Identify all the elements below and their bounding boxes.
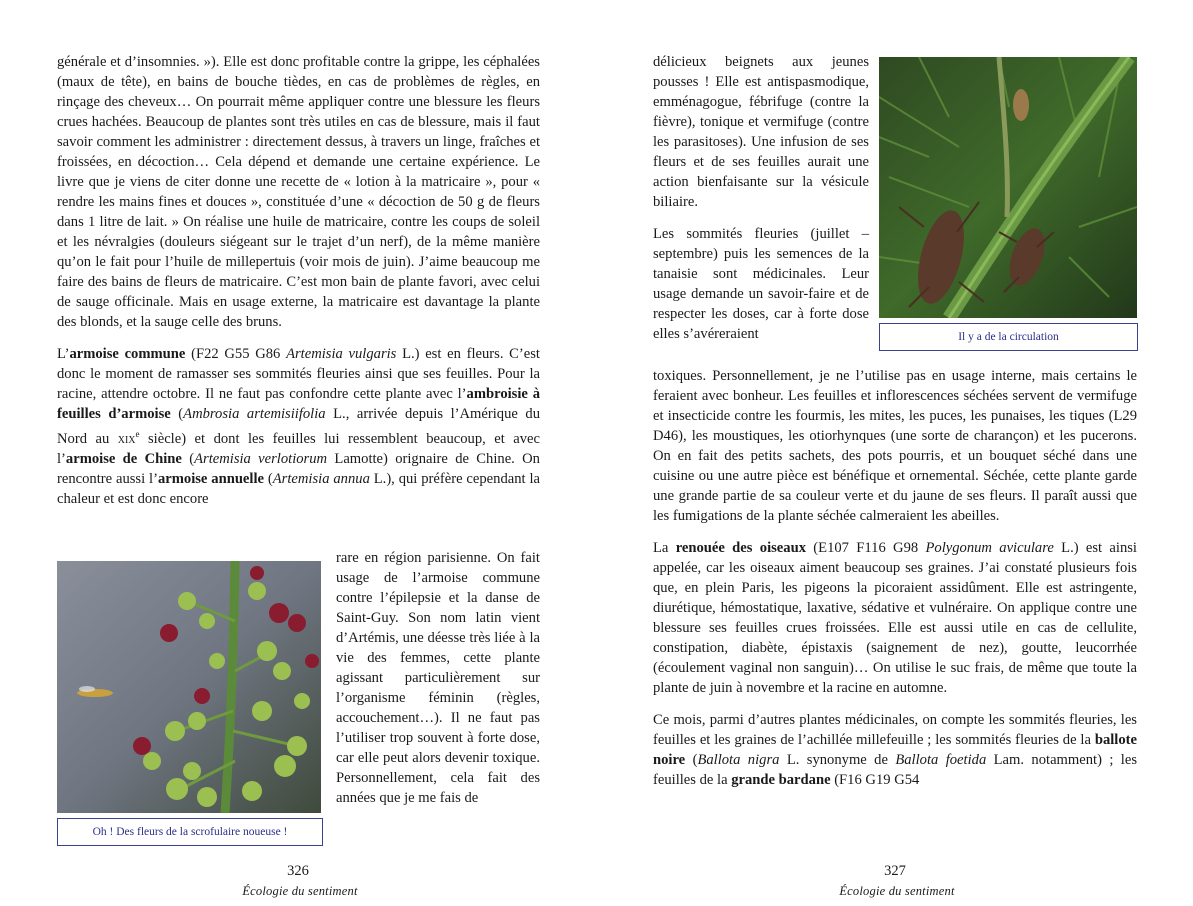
right-paragraph-2-start: Les sommités fleuries (juillet – septembre) puis les semences de la tanaisie sont médicinales. Leur usage demande un savoir-faire et de respecter les doses, car à forte dose elles s’avéreraient xyxy=(653,226,869,342)
scrofulaire-illustration xyxy=(57,561,321,813)
insects-photo xyxy=(879,57,1137,318)
left-text-column: rare en région parisienne. On fait usage de l’armoise commune contre l’épilepsie et la danse de Saint-Guy. Son nom latin vient d’Artémis, une déesse très liée à la vie des femmes, cette plante agissant particulièrement sur l’organisme féminin (règles, accouchement…). Il ne faut pas l’utiliser trop souvent à forte dose, car elle peut alors devenir toxique. Personnellement, cela fait des années que je me fais de xyxy=(336,550,540,806)
right-page-number: 327 xyxy=(884,863,906,879)
right-text-full xyxy=(653,366,1137,790)
right-page xyxy=(597,0,1193,906)
scrofulaire-caption: Oh ! Des fleurs de la scrofulaire noueuse ! xyxy=(57,818,323,846)
term-armoise-commune: armoise commune xyxy=(69,346,186,362)
term-armoise-chine: armoise de Chine xyxy=(65,450,182,467)
right-paragraph-renouee: La renouée des oiseaux (E107 F116 G98 Polygonum aviculare L.) est ainsi appelée, car les oiseaux aiment beaucoup ses graines. J’ai constaté plusieurs fois que, en plein Paris, les pigeons la picoraient assidûment. Elle est astringente, diurétique, hémostatique, laxative, sédative et vulnéraire. On applique contre une blessure ses feuilles crues froissées. Elle est aussi utile en cas de cellulite, constipation, diabète, épistaxis (saignement de nez), goutte, leucorrhée (écoulement vaginal non sanguin)… On utilise le suc frais, de même que toute la plante de juin à novembre et la racine en automne. xyxy=(653,540,1137,696)
term-ballote: ballote noire xyxy=(653,732,1137,768)
term-bardane: grande bardane xyxy=(731,772,831,788)
term-ambroisie: ambroisie à feuilles d’armoise xyxy=(57,386,540,422)
left-footer: Écologie du sentiment xyxy=(242,884,358,898)
term-renouee: renouée des oiseaux xyxy=(675,540,806,556)
right-paragraph-2-end: toxiques. Personnellement, je ne l’utilise pas en usage interne, mais certains le feraient avec bonheur. Les feuilles et inflorescences séchées servent de vermifuge et insecticide contre les fourmis, les mites, les puces, les punaises, les tiques (L29 D46), les moustiques, les otiorhynques (une sorte de charançon) et les pucerons. On en fait des petits sachets, des pots pourris, et un bouquet séché dans une cuisine ou une autre pièce est bénéfique et ornemental. Séchée, cette plante garde une grande partie de sa couleur verte et du jaune de ses fleurs. Il paraît aussi que les fumigations de la plante séchée calmeraient les abeilles. xyxy=(653,368,1137,524)
left-page-number: 326 xyxy=(287,863,309,879)
right-text-column xyxy=(653,52,869,344)
left-paragraph-1: générale et d’insomnies. »). Elle est donc profitable contre la grippe, les céphalées (maux de tête), en bains de bouche tièdes, en cas de problèmes de règles, en rinçage des cheveux… On pourrait même appliquer contre une blessure les fleurs crues hachées. Beaucoup de plantes sont très utiles en cas de blessure, mais il faut savoir comment les administrer : directement dessus, à travers un linge, fraîches et froissées, en décoction… Cela dépend et demande une certaine expérience. Le livre que je viens de citer donne une recette de « lotion à la matricaire », pour « rendre les mains fines et douces », constituée d’une « décoction de 50 g de fleurs dans 1 litre de lait. » On réalise une huile de matricaire, contre les coups de soleil et les névralgies (douleurs siégeant sur le trajet d’un nerf), de la même manière qu’on le fait pour l’huile de millepertuis (voir mois de juin). J’aime beaucoup me faire des bains de fleurs de matricaire. C’est mon bain de plante favori, avec celui de sauge officinale. Mais en usage externe, la matricaire est davantage la plante des blonds, et la sauge celle des bruns. xyxy=(57,54,540,330)
insects-illustration xyxy=(879,57,1137,318)
right-paragraph-1: délicieux beignets aux jeunes pousses ! Elle est antispasmodique, emménagogue, fébrifuge (contre la fièvre), tonique et vermifuge (contre les parasitoses). Une infusion de ses fleurs et de ses feuilles aurait une action bienfaisante sur la vésicule biliaire. xyxy=(653,54,869,210)
insects-caption: Il y a de la circulation xyxy=(879,323,1138,351)
left-paragraph-armoise: L’armoise commune (F22 G55 G86 Artemisia vulgaris L.) est en fleurs. C’est donc le moment de ramasser ses sommités fleuries ainsi que ses feuilles. Pour la racine, attendre octobre. Il ne faut pas confondre cette plante avec l’ambroisie à feuilles d’armoise (Ambrosia artemisiifolia L., arrivée depuis l’Amérique du Nord au xix$^e$ siècle) et dont les feuilles lui ressemblent beaucoup, et avec l’armoise de Chine (Artemisia verlotiorum Lamotte) orignaire de Chine. On rencontre aussi l’armoise annuelle (Artemisia annua L.), qui préfère cependant la chaleur et est donc encore xyxy=(57,346,541,507)
right-paragraph-plantes: Ce mois, parmi d’autres plantes médicinales, on compte les sommités fleuries, les feuilles et les graines de l’achillée millefeuille ; les sommités fleuries de la ballote noire (Ballota nigra L. synonyme de Ballota foetida Lam. notamment) ; les feuilles de la grande bardane (F16 G19 G54 xyxy=(653,712,1137,788)
scrofulaire-photo xyxy=(57,561,321,813)
term-armoise-annuelle: armoise annuelle xyxy=(157,470,264,487)
right-footer: Écologie du sentiment xyxy=(839,884,955,898)
left-text-top xyxy=(57,52,540,509)
